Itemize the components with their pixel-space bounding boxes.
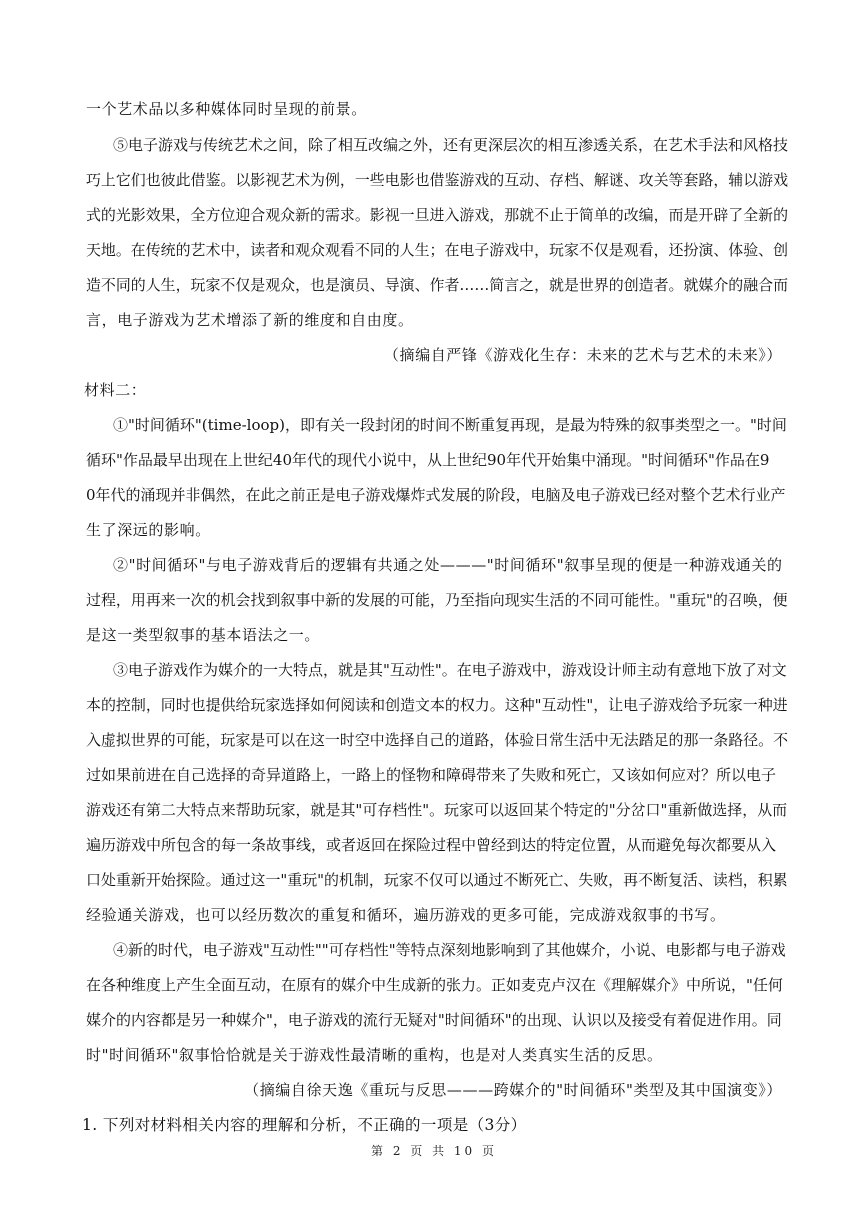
paragraph-4-start: ④新的时代，电子游戏"互动性""可存档性"等特点深刻地影响到了其他媒介，小说、电影都与电子游戏	[113, 941, 786, 959]
paragraph-line: 式的光影效果，全方位迎合观众新的需求。影视一旦进入游戏，那就不止于简单的改编，而是开辟了全新的	[86, 206, 789, 224]
paragraph-line: 媒介的内容都是另一种媒介"，电子游戏的流行无疑对"时间循环"的出现、认识以及接受有着促进作用。同	[86, 1011, 782, 1029]
paragraph-line: 遍历游戏中所包含的每一条故事线，或者返回在探险过程中曾经到达的特定位置，从而避免每次都要从入	[86, 836, 777, 854]
source-citation-1: （摘编自严锋《游戏化生存：未来的艺术与艺术的未来》）	[383, 346, 782, 364]
paragraph-2-start: ②"时间循环"与电子游戏背后的逻辑有共通之处———"时间循环"叙事呈现的便是一种游戏通关的	[113, 556, 783, 574]
paragraph-line: 入虚拟世界的可能，玩家是可以在这一时空中选择自己的道路，体验日常生活中无法踏足的那一条路径。不	[86, 731, 789, 749]
paragraph-3-start: ③电子游戏作为媒介的一大特点，就是其"互动性"。在电子游戏中，游戏设计师主动有意地下放了对文	[113, 661, 787, 679]
paragraph-line: 巧上它们也彼此借鉴。以影视艺术为例，一些电影也借鉴游戏的互动、存档、解谜、攻关等套路，辅以游戏	[86, 171, 789, 189]
paragraph-line: 造不同的人生，玩家不仅是观众，也是演员、导演、作者……简言之，就是世界的创造者。就媒介的融合而	[86, 276, 789, 294]
paragraph-line: 口处重新开始探险。通过这一"重玩"的机制，玩家不仅可以通过不断死亡、失败，再不断复活、读档，积累	[86, 871, 788, 889]
paragraph-line: 过程，用再来一次的机会找到叙事中新的发展的可能，乃至指向现实生活的不同可能性。"重玩"的召唤，便	[86, 591, 788, 609]
paragraph-line: 言，电子游戏为艺术增添了新的维度和自由度。	[86, 311, 414, 329]
paragraph-1-start: ①"时间循环"(time-loop)，即有关一段封闭的时间不断重复再现，是最为特殊的叙事类型之一。"时间	[113, 416, 787, 434]
question-1: 1. 下列对材料相关内容的理解和分析，不正确的一项是（3分）	[82, 1116, 527, 1134]
source-citation-2: （摘编自徐天逸《重玩与反思———跨媒介的"时间循环"类型及其中国演变》）	[244, 1081, 782, 1099]
paragraph-line: 天地。在传统的艺术中，读者和观众观看不同的人生；在电子游戏中，玩家不仅是观看，还扮演、体验、创	[86, 241, 789, 259]
paragraph-line: 游戏还有第二大特点来帮助玩家，就是其"可存档性"。玩家可以返回某个特定的"分岔口"重新做选择，从而	[86, 801, 788, 819]
paragraph-line: 经验通关游戏，也可以经历数次的重复和循环，遍历游戏的更多可能，完成游戏叙事的书写。	[86, 906, 726, 924]
paragraph-line: 生了深远的影响。	[86, 521, 211, 539]
paragraph-line: 本的控制，同时也提供给玩家选择如何阅读和创造文本的权力。这种"互动性"，让电子游戏给予玩家一种进	[86, 696, 788, 714]
paragraph-line: 时"时间循环"叙事恰恰就是关于游戏性最清晰的重构，也是对人类真实生活的反思。	[86, 1046, 663, 1064]
paragraph-line: 0年代的涌现并非偶然，在此之前正是电子游戏爆炸式发展的阶段，电脑及电子游戏已经对整个艺术行业产	[86, 486, 786, 504]
paragraph-line: 是这一类型叙事的基本语法之一。	[86, 626, 321, 644]
paragraph-5-start: ⑤电子游戏与传统艺术之间，除了相互改编之外，还有更深层次的相互渗透关系，在艺术手法和风格技	[113, 136, 789, 154]
paragraph-line: 过如果前进在自己选择的奇异道路上，一路上的怪物和障碍带来了失败和死亡，又该如何应对？所以电子	[86, 766, 777, 784]
paragraph-line: 在各种维度上产生全面互动，在原有的媒介中生成新的张力。正如麦克卢汉在《理解媒介》中所说，"任何	[86, 976, 783, 994]
paragraph-line: 一个艺术品以多种媒体同时呈现的前景。	[86, 100, 367, 118]
section-heading-material-2: 材料二：	[84, 381, 147, 399]
page-footer: 第 2 页 共 10 页	[371, 1144, 497, 1158]
paragraph-line: 循环"作品最早出现在上世纪40年代的现代小说中，从上世纪90年代开始集中涌现。"时间循环"作品在9	[86, 451, 770, 469]
